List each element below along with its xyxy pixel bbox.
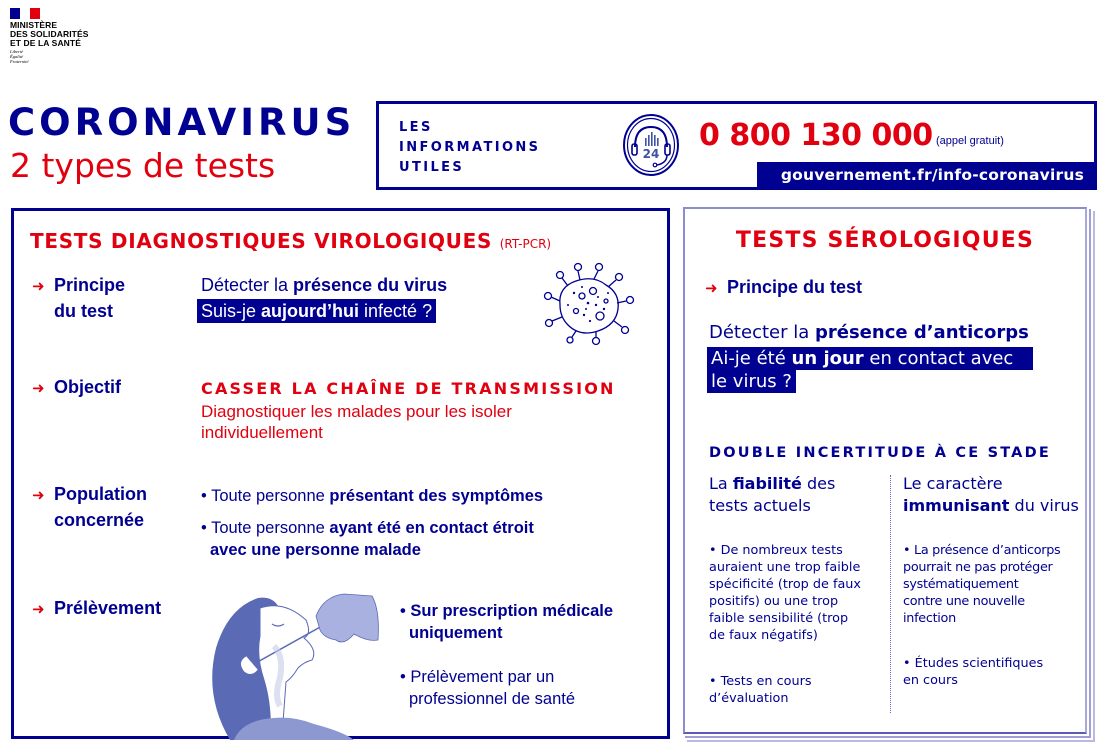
arrow-icon: ➜	[32, 487, 45, 504]
label-text: du test	[54, 301, 114, 321]
text: infecté ?	[359, 301, 433, 321]
info-label-line: LES	[399, 120, 433, 135]
text: • Toute personne	[201, 519, 330, 537]
reliability-bullet-1	[709, 542, 861, 644]
immunity-bullet-2	[903, 655, 1043, 689]
text-line: Diagnostiquer les malades pour les isoler	[201, 402, 512, 421]
reliability-heading	[709, 473, 835, 517]
serological-tests-panel	[683, 207, 1087, 734]
text: du virus	[1009, 496, 1079, 515]
info-url-link[interactable]: gouvernement.fr/info-coronavirus	[757, 162, 1094, 190]
text-bold: aujourd’hui	[261, 301, 360, 321]
text-line: uniquement	[409, 624, 503, 642]
population-bullet-1	[201, 485, 543, 507]
text-line: • De nombreux tests	[709, 543, 843, 558]
headset-24h-icon	[619, 113, 683, 177]
objectif-text	[201, 401, 512, 443]
text-bold: présentant des symptômes	[329, 487, 544, 505]
question-highlight: le virus ?	[707, 370, 796, 393]
label-text: Prélèvement	[54, 598, 162, 618]
rt-pcr-label: (RT-PCR)	[499, 237, 552, 251]
uncertainty-title: DOUBLE INCERTITUDE À CE STADE	[709, 445, 1051, 461]
text-line: contre une nouvelle	[903, 594, 1025, 609]
text-line: d’évaluation	[709, 691, 789, 706]
text-line: • Études scientifiques	[903, 656, 1044, 671]
motto-egalite: Égalité	[10, 54, 23, 60]
objectif-label	[32, 375, 121, 401]
population-label	[32, 482, 147, 532]
motto-fraternite: Fraternité	[10, 59, 29, 65]
panel-title-text: TESTS DIAGNOSTIQUES VIROLOGIQUES	[30, 229, 493, 253]
text-line: Le caractère	[903, 474, 1003, 493]
question-highlight	[707, 347, 1033, 370]
text-bold: présence du virus	[293, 275, 448, 295]
serology-principe-text	[709, 321, 1029, 344]
info-box	[376, 101, 1097, 190]
text-line: de faux négatifs)	[709, 628, 818, 643]
info-label-line: UTILES	[399, 160, 465, 175]
serology-question	[707, 347, 1033, 393]
column-divider	[890, 475, 891, 713]
label-text: concernée	[54, 510, 145, 530]
label-text: Population	[54, 484, 147, 504]
principe-text	[201, 273, 447, 297]
text-line: faible sensibilité (trop	[709, 611, 849, 626]
text-line: infection	[903, 611, 956, 626]
motto-liberte: Liberté	[10, 49, 23, 54]
text: des	[801, 474, 836, 493]
info-label-line: INFORMATIONS	[399, 140, 541, 155]
label-text: Principe	[54, 275, 126, 295]
text-line: tests actuels	[709, 496, 811, 515]
text-line: professionnel de santé	[409, 690, 576, 708]
french-flag-logo	[10, 8, 40, 19]
arrow-icon: ➜	[32, 601, 45, 618]
virus-icon	[538, 261, 638, 346]
label-text: Principe du test	[727, 277, 863, 297]
prelevement-bullet-1	[400, 600, 613, 644]
text-bold: fiabilité	[732, 474, 802, 493]
text-bold: avec une personne malade	[210, 541, 421, 559]
objectif-caps: CASSER LA CHAÎNE DE TRANSMISSION	[201, 379, 616, 398]
ministry-name	[10, 21, 88, 48]
arrow-icon: ➜	[32, 278, 45, 295]
prelevement-label	[32, 596, 161, 622]
text: Suis-je	[201, 301, 262, 321]
hotline-phone-number[interactable]: 0 800 130 000	[699, 118, 933, 153]
text-line: pourrait ne pas protéger	[903, 560, 1053, 575]
text: Détecter la	[709, 322, 815, 343]
text-line: • Prélèvement par un	[400, 668, 555, 686]
text-line: spécificité (trop de faux	[709, 577, 861, 592]
text-bold: un jour	[791, 348, 864, 369]
page-title: CORONAVIRUS	[8, 101, 356, 144]
immunity-heading	[903, 473, 1079, 517]
text: • Toute personne	[201, 487, 330, 505]
text-line: systématiquement	[903, 577, 1019, 592]
arrow-icon: ➜	[705, 280, 718, 297]
question-highlight	[197, 299, 436, 323]
principe-label	[32, 273, 125, 323]
nasal-swab-illustration	[194, 586, 404, 740]
virological-tests-panel	[11, 208, 670, 739]
republic-motto	[10, 49, 29, 65]
text-line: en cours	[903, 673, 958, 688]
text: Détecter la	[201, 275, 294, 295]
principe-question	[197, 299, 436, 323]
info-label	[399, 118, 540, 178]
label-text: Objectif	[54, 377, 122, 397]
text-bold: présence d’anticorps	[814, 322, 1029, 343]
arrow-icon: ➜	[32, 380, 45, 397]
serology-principe-label	[705, 275, 862, 301]
text-line: individuellement	[201, 423, 323, 442]
phone-note: (appel gratuit)	[936, 135, 1004, 147]
text-line: auraient une trop faible	[709, 560, 861, 575]
svg-text:24: 24	[642, 147, 660, 161]
prelevement-bullet-2	[400, 666, 575, 710]
ministry-line-2: DES SOLIDARITÉS	[10, 29, 89, 39]
text-line: • Sur prescription médicale	[400, 602, 614, 620]
text-line: • Tests en cours	[709, 674, 812, 689]
text-line: positifs) ou une trop	[709, 594, 839, 609]
text-line: • La présence d’anticorps	[903, 543, 1061, 558]
text: La	[709, 474, 733, 493]
serological-tests-title: TESTS SÉROLOGIQUES	[735, 228, 1035, 253]
reliability-bullet-2	[709, 673, 812, 707]
text-bold: ayant été en contact étroit	[329, 519, 534, 537]
immunity-bullet-1	[903, 542, 1060, 627]
population-bullet-2	[201, 517, 534, 561]
text: en contact avec	[863, 348, 1014, 369]
page-subtitle: 2 types de tests	[10, 146, 276, 185]
ministry-line-1: MINISTÈRE	[10, 20, 58, 30]
text-bold: immunisant	[903, 496, 1010, 515]
virological-tests-title	[30, 229, 551, 253]
ministry-line-3: ET DE LA SANTÉ	[10, 38, 81, 48]
text: Ai-je été	[711, 348, 792, 369]
